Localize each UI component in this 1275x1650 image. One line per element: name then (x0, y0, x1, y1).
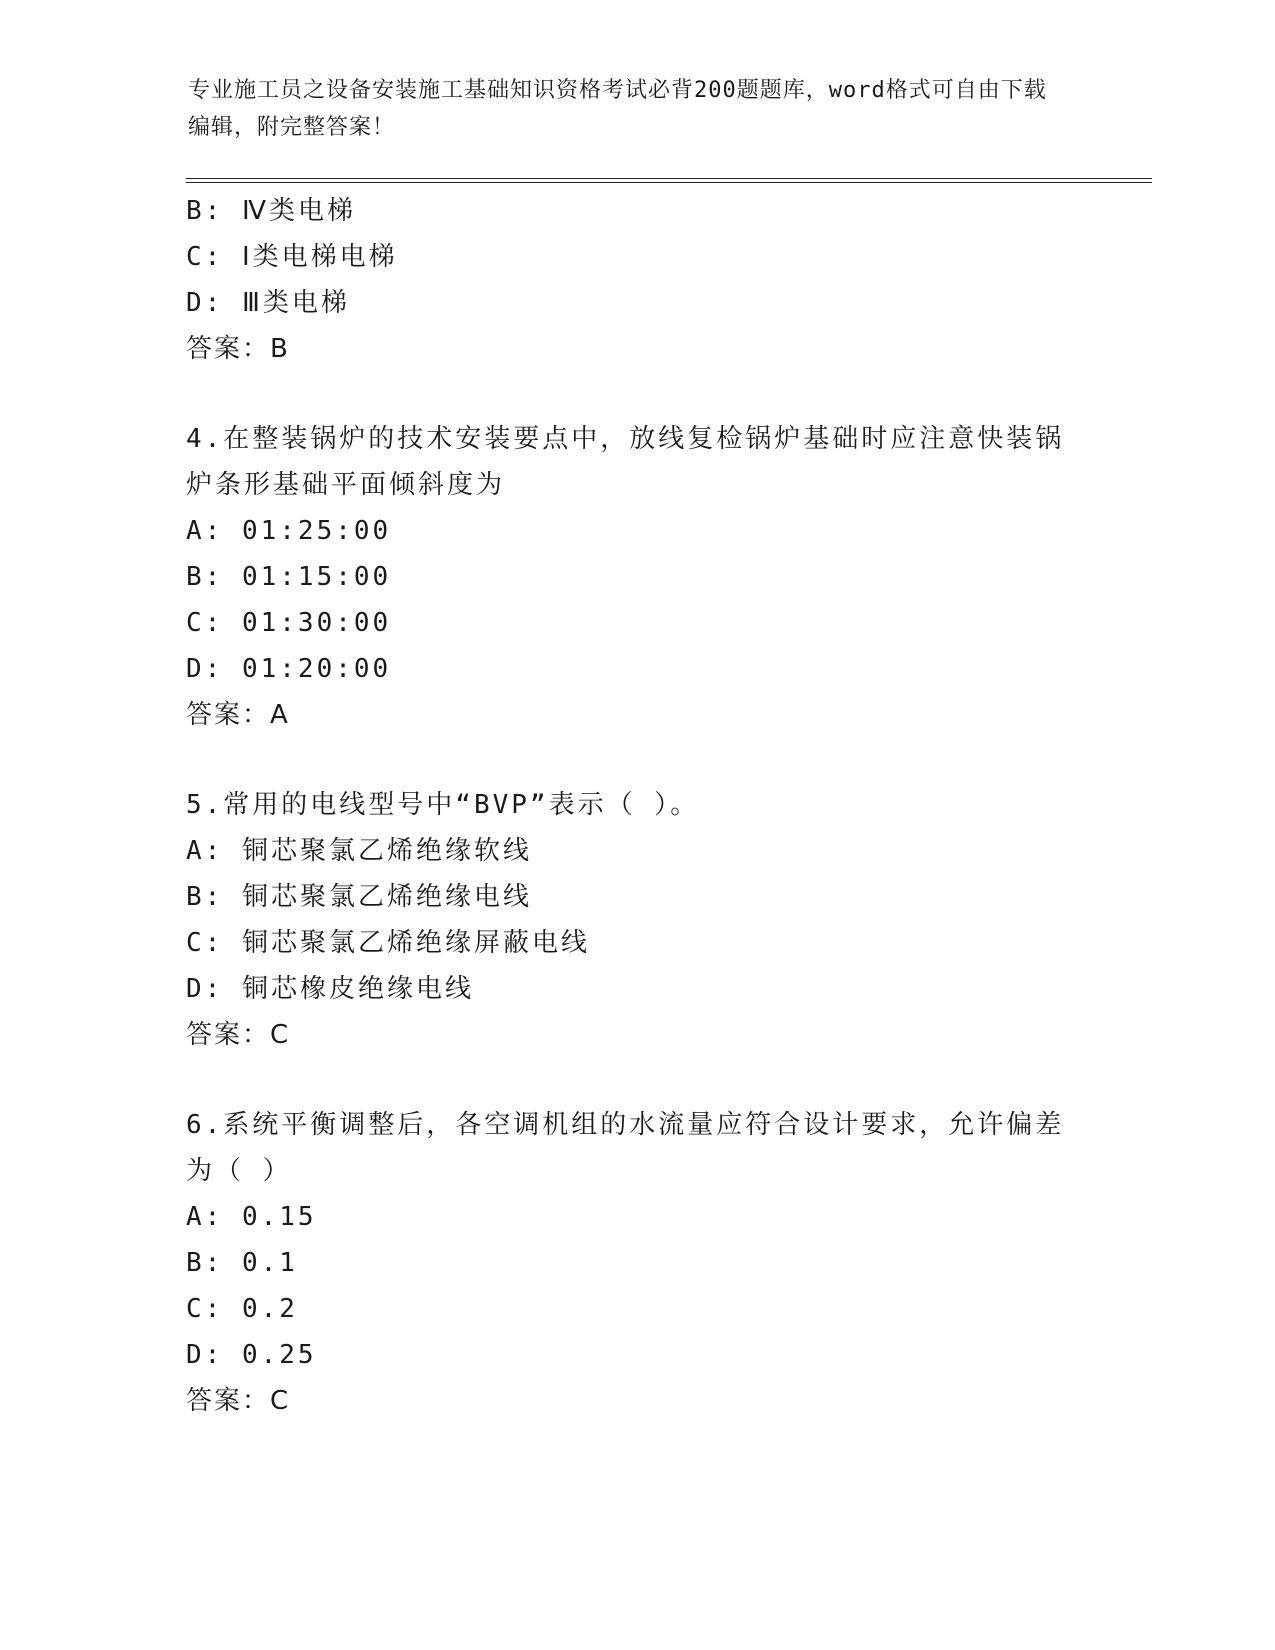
option-c: C: 0.2 (186, 1294, 298, 1324)
option-d: D: 01:20:00 (186, 654, 392, 684)
answer-label: 答案：C (186, 1020, 291, 1050)
option-a: A: 01:25:00 (186, 516, 392, 546)
option-a: A: 铜芯聚氯乙烯绝缘软线 (186, 836, 532, 866)
option-c: C: Ⅰ类电梯电梯 (186, 242, 398, 272)
answer-label: 答案：A (186, 700, 290, 730)
question-3-tail (186, 188, 1086, 372)
question-stem: 4.在整装锅炉的技术安装要点中，放线复检锅炉基础时应注意快装锅 (186, 424, 1065, 454)
answer-label: 答案：B (186, 334, 290, 364)
question-stem: 6.系统平衡调整后，各空调机组的水流量应符合设计要求，允许偏差 (186, 1110, 1065, 1140)
answer-label: 答案：C (186, 1386, 291, 1416)
spacer (186, 738, 1086, 782)
question-stem-continued: 为（ ） (186, 1156, 292, 1186)
option-c: C: 铜芯聚氯乙烯绝缘屏蔽电线 (186, 928, 590, 958)
question-content (186, 188, 1086, 1424)
spacer (186, 1058, 1086, 1102)
option-b: B: 铜芯聚氯乙烯绝缘电线 (186, 882, 532, 912)
option-c: C: 01:30:00 (186, 608, 392, 638)
option-d: D: 铜芯橡皮绝缘电线 (186, 974, 474, 1004)
option-b: B: 01:15:00 (186, 562, 392, 592)
question-6 (186, 1102, 1086, 1424)
spacer (186, 372, 1086, 416)
option-b: B: Ⅳ类电梯 (186, 196, 356, 226)
question-stem-continued: 炉条形基础平面倾斜度为 (186, 470, 506, 500)
option-d: D: Ⅲ类电梯 (186, 288, 350, 318)
header-divider (186, 178, 1152, 183)
question-stem: 5.常用的电线型号中“BVP”表示（ ）。 (186, 790, 700, 820)
question-4 (186, 416, 1086, 738)
option-b: B: 0.1 (186, 1248, 298, 1278)
option-d: D: 0.25 (186, 1340, 317, 1370)
question-5 (186, 782, 1086, 1058)
option-a: A: 0.15 (186, 1202, 317, 1232)
document-header: 专业施工员之设备安装施工基础知识资格考试必背200题题库，word格式可自由下载编辑，附完整答案！ (188, 78, 1047, 140)
